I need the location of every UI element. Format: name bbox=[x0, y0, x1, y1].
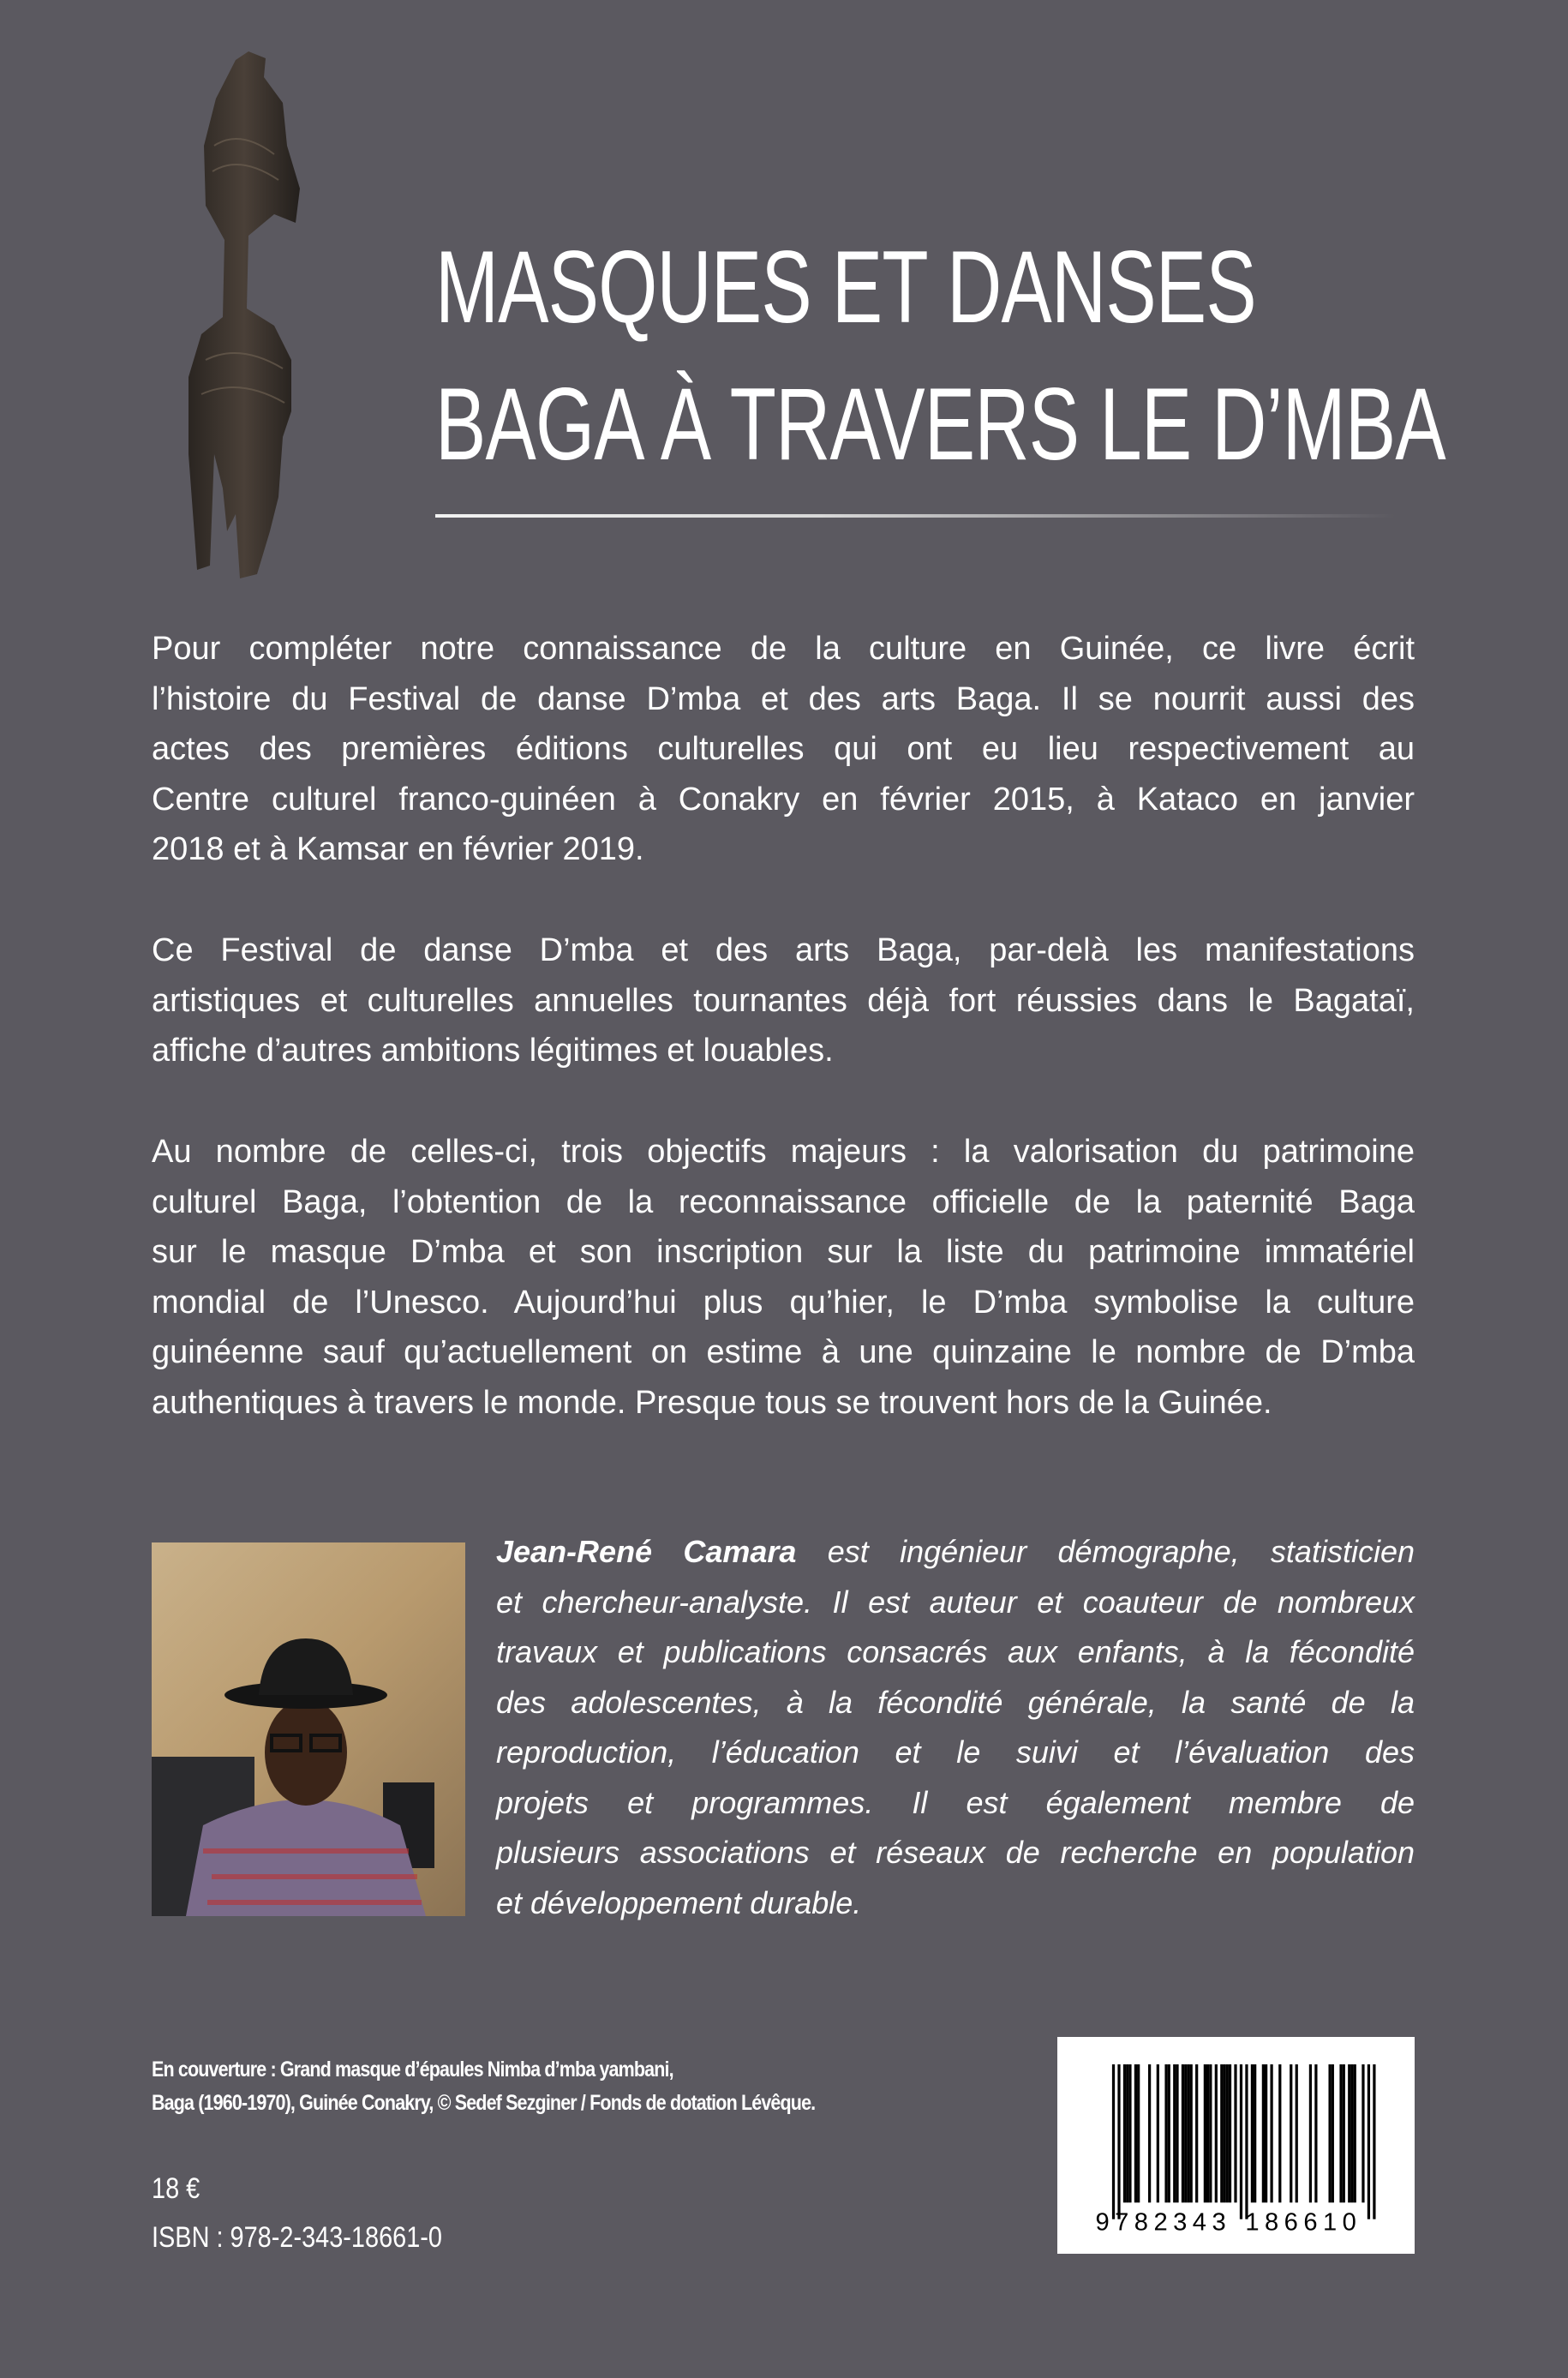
barcode-bar bbox=[1240, 2064, 1242, 2219]
barcode-bar bbox=[1112, 2064, 1115, 2219]
barcode-bar bbox=[1262, 2064, 1265, 2202]
paragraph-line: affiche d’autres ambitions légitimes et louables. bbox=[152, 1033, 834, 1069]
paragraph-line: guinéenne sauf qu’actuellement on estime à une quinzaine le nombre de D’mba bbox=[152, 1334, 1415, 1370]
barcode-bar bbox=[1182, 2064, 1184, 2202]
barcode-bar bbox=[1190, 2064, 1193, 2202]
paragraph-line: sur le masque D’mba et son inscription sur la liste du patrimoine immatériel bbox=[152, 1234, 1415, 1270]
barcode-bar bbox=[1368, 2064, 1370, 2219]
paragraph-line: authentiques à travers le monde. Presque tous se trouvent hors de la Guinée. bbox=[152, 1384, 1272, 1421]
barcode-bar bbox=[1157, 2064, 1159, 2202]
barcode-bar bbox=[1126, 2064, 1128, 2202]
paragraph-line: 2018 et à Kamsar en février 2019. bbox=[152, 831, 644, 867]
barcode-bar bbox=[1270, 2064, 1272, 2202]
paragraph-line: Centre culturel franco-guinéen à Conakry en février 2015, à Kataco en janvier bbox=[152, 781, 1415, 818]
barcode-bar bbox=[1296, 2064, 1298, 2202]
price: 18 € bbox=[152, 2172, 200, 2205]
barcode-bar bbox=[1373, 2064, 1375, 2219]
barcode-bar bbox=[1223, 2064, 1225, 2202]
barcode-digits-right: 186610 bbox=[1245, 2208, 1356, 2236]
summary-paragraph-2 bbox=[152, 925, 1415, 1076]
author-bio: Jean-René Camara est ingénieur démographe, statisticien et chercheur-analyste. Il est auteur et coauteur de nombreux travaux et publications consacrés aux enfants, à la fécondité des adolescentes, à la fécondité générale, la santé de la reproduction, l’éducation et le suivi et l’évaluation des projets et programmes. Il est également membre de plusieurs associations et réseaux de recherche en population et développement durable. bbox=[496, 1534, 1415, 1920]
paragraph-line: Ce Festival de danse D’mba et des arts Baga, par-delà les manifestations bbox=[152, 932, 1415, 968]
barcode-bar bbox=[1229, 2064, 1231, 2202]
barcode-bar bbox=[1134, 2064, 1137, 2202]
barcode-bar bbox=[1204, 2064, 1206, 2202]
barcode-bar bbox=[1215, 2064, 1218, 2202]
barcode-digit-first: 9 bbox=[1095, 2208, 1110, 2236]
paragraph-line: culturel Baga, l’obtention de la reconnaissance officielle de la paternité Baga bbox=[152, 1183, 1415, 1220]
barcode-bar bbox=[1209, 2064, 1212, 2202]
author-name: Jean-René Camara bbox=[496, 1534, 797, 1569]
barcode-bar bbox=[1354, 2064, 1356, 2202]
paragraph-line: actes des premières éditions culturelles qui ont eu lieu respectivement au bbox=[152, 731, 1415, 767]
barcode-bar bbox=[1343, 2064, 1345, 2202]
barcode-bar bbox=[1184, 2064, 1187, 2202]
barcode-bar bbox=[1195, 2064, 1198, 2202]
paragraph-line: Au nombre de celles-ci, trois objectifs majeurs : la valorisation du patrimoine bbox=[152, 1134, 1415, 1170]
barcode-bar bbox=[1173, 2064, 1176, 2202]
barcode-bar bbox=[1254, 2064, 1256, 2202]
barcode-bar bbox=[1251, 2064, 1254, 2202]
barcode-bar bbox=[1128, 2064, 1131, 2202]
barcode-bar bbox=[1164, 2064, 1167, 2202]
barcode-bar bbox=[1328, 2064, 1331, 2202]
barcode-bar bbox=[1245, 2064, 1248, 2219]
barcode-bar bbox=[1265, 2064, 1267, 2202]
barcode-bar bbox=[1117, 2064, 1120, 2219]
author-photo bbox=[152, 1542, 465, 1916]
barcode-bar bbox=[1348, 2064, 1350, 2202]
paragraph-line: artistiques et culturelles annuelles tournantes déjà fort réussies dans le Bagataï, bbox=[152, 982, 1415, 1019]
barcode-digits-left: 782343 bbox=[1115, 2208, 1226, 2236]
title-line-2: BAGA À TRAVERS LE D’MBA bbox=[435, 367, 1445, 482]
cover-credit: En couverture : Grand masque d’épaules Nimba d’mba yambani, Baga (1960-1970), Guinée Conakry, © Sedef Sezginer / Fonds de dotation Lévêque. bbox=[152, 2058, 816, 2115]
barcode-bar bbox=[1290, 2064, 1292, 2202]
summary-paragraph-1 bbox=[152, 624, 1415, 875]
barcode-bar bbox=[1168, 2064, 1170, 2202]
barcode-bar bbox=[1339, 2064, 1342, 2202]
barcode-bar bbox=[1234, 2064, 1236, 2202]
paragraph-line: Pour compléter notre connaissance de la culture en Guinée, ce livre écrit bbox=[152, 631, 1415, 667]
barcode-bar bbox=[1206, 2064, 1209, 2202]
isbn-barcode bbox=[1057, 2037, 1415, 2254]
barcode-bar bbox=[1220, 2064, 1223, 2202]
nimba-mask-image bbox=[154, 51, 377, 587]
barcode-bar bbox=[1123, 2064, 1126, 2202]
barcode-bar bbox=[1148, 2064, 1151, 2202]
book-title bbox=[435, 219, 1568, 493]
paragraph-line: mondial de l’Unesco. Aujourd’hui plus qu’hier, le D’mba symbolise la culture bbox=[152, 1284, 1415, 1321]
paragraph-line: l’histoire du Festival de danse D’mba et des arts Baga. Il se nourrit aussi des bbox=[152, 680, 1415, 717]
barcode-bar bbox=[1137, 2064, 1140, 2202]
barcode-bar bbox=[1176, 2064, 1178, 2202]
barcode-bar bbox=[1278, 2064, 1281, 2202]
title-line-1: MASQUES ET DANSES bbox=[435, 230, 1256, 344]
barcode-bar bbox=[1350, 2064, 1353, 2202]
barcode-bar bbox=[1362, 2064, 1364, 2202]
barcode-bar bbox=[1226, 2064, 1229, 2202]
isbn: ISBN : 978-2-343-18661-0 bbox=[152, 2221, 442, 2254]
title-divider bbox=[435, 514, 1395, 518]
barcode-bar bbox=[1332, 2064, 1334, 2202]
barcode-bar bbox=[1187, 2064, 1189, 2202]
summary-paragraph-3 bbox=[152, 1127, 1415, 1428]
barcode-bar bbox=[1314, 2064, 1317, 2202]
barcode-bar bbox=[1309, 2064, 1312, 2202]
